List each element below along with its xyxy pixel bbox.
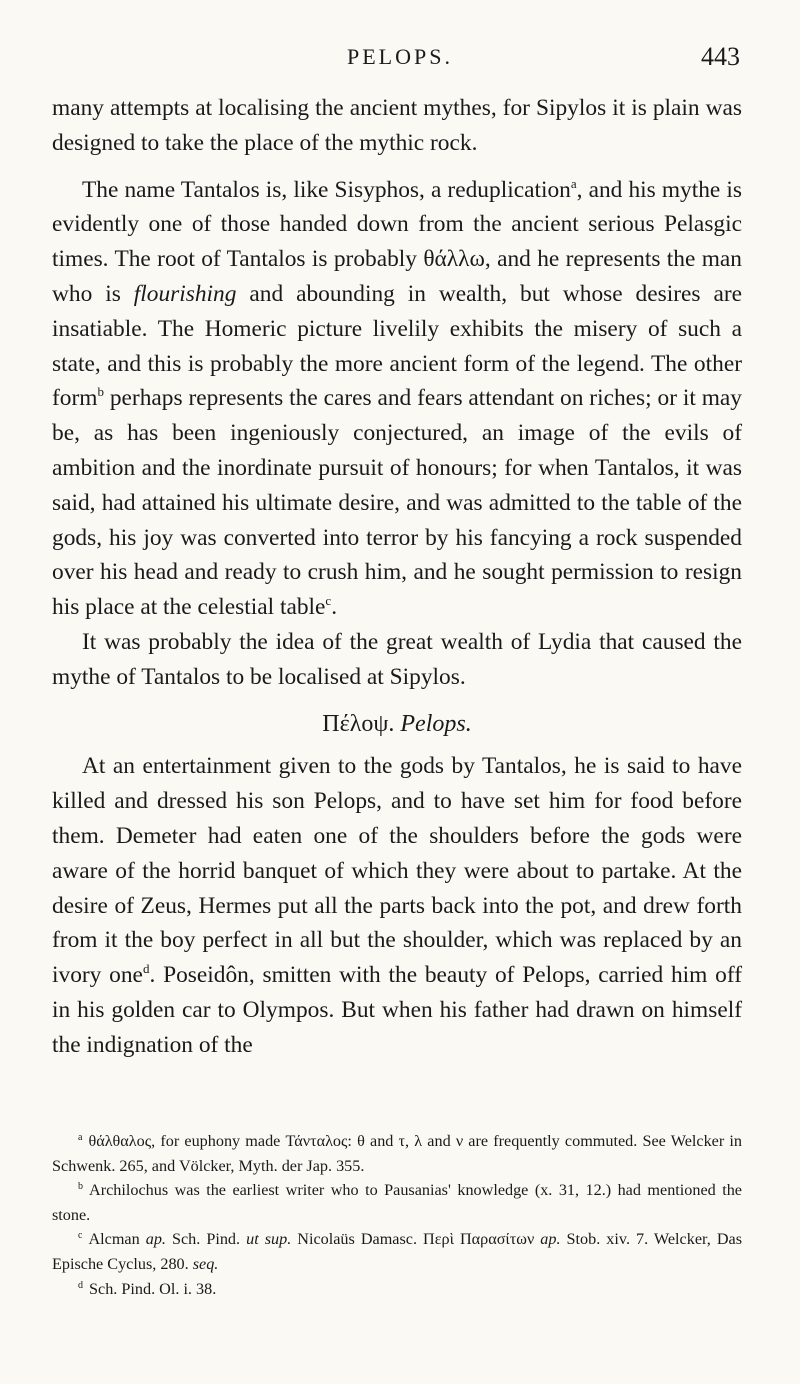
footnote-italic: ap. [145,1230,166,1249]
footnote-marker: c [78,1230,83,1242]
footnote-text: Alcman [88,1230,146,1249]
text-run: . Poseidôn, smitten with the beauty of Pelops, carried him off in his golden car to Olympos. But when his father had drawn on himself the indignation of the [52,962,742,1058]
text-run: At an entertainment given to the gods by Tantalos, he is said to have killed and dressed his son Pelops, and to have set him for food before them. Demeter had eaten one of the shoulders before the gods were aware of the horrid banquet of which they were about to partake. At the desire of Zeus, Hermes put all the parts back into the pot, and drew forth from it the boy perfect in all but the shoulder, which was replaced by an ivory one [52,753,742,989]
footnote-text: Sch. Pind. [165,1230,247,1249]
text-run: and abounding in wealth, but whose desires are insatiable. The Homeric picture livelily exhibits the misery of such a state, and this is probably the more ancient form of the legend. The other form [52,280,742,412]
text-run: , and his mythe is evidently one of those handed down from the ancient serious Pelasgic times. The root of Tantalos is probably θάλλω, and he represents the man who is [52,176,742,307]
heading-greek: Πέλοψ. [322,710,395,737]
text-run: The name Tantalos is, like Sisyphos, a reduplication [82,176,571,203]
paragraph-lydia: It was probably the idea of the great wealth of Lydia that caused the mythe of Tantalos to be localised at Sipylos. [52,628,742,690]
paragraph-continuation: many attempts at localising the ancient mythes, for Sipylos it is plain was designed to take the place of the mythic rock. [52,95,742,156]
section-heading-pelops [52,707,742,742]
footnote-text: θάλθαλος, for euphony made Τάνταλος: θ and τ, λ and ν are frequently commuted. See Welcker in Schwenk. 265, and Völcker, Myth. der Jap. 355. [52,1132,742,1175]
footnote-text: Archilochus was the earliest writer who to Pausanias' knowledge (x. 31, 12.) had mentioned the stone. [52,1181,742,1224]
paragraph-tantalos-name [52,173,742,625]
running-title: PELOPS. [347,44,453,69]
running-head [0,38,800,78]
footnote-a [52,1129,742,1178]
footnote-italic: ap. [540,1230,561,1249]
footnote-c [52,1227,742,1276]
footnote-marker: b [78,1181,83,1193]
body-text [52,91,742,1063]
footnote-d [52,1277,742,1302]
heading-latin: Pelops. [400,710,472,737]
footnote-text: Nicolaüs Damasc. Περὶ Παρασίτων [291,1230,541,1249]
footnote-text: Stob. xiv. 7. Welcker, Das Epische Cyclus, 280. [52,1230,742,1273]
footnote-marker: a [78,1132,83,1143]
footnotes [52,1129,742,1301]
footnote-ref-a: a [570,175,577,191]
footnote-ref-b: b [97,384,104,400]
footnote-b [52,1178,742,1227]
footnote-marker: d [78,1279,83,1291]
text-run: . [331,594,338,621]
footnote-text: Sch. Pind. Ol. i. 38. [89,1279,217,1298]
footnote-italic: seq. [192,1254,219,1273]
footnote-italic: ut sup. [246,1230,292,1249]
page-number: 443 [701,42,740,71]
text-run: perhaps represents the cares and fears attendant on riches; or it may be, as has been ingeniously conjectured, an image of the evils of ambition and the inordinate pursuit of honours; for when Tantalos, it was said, had attained his ultimate desire, and was admitted to the table of the gods, his joy was converted into terror by his fancying a rock suspended over his head and ready to crush him, and he sought permission to resign his place at the celestial table [52,385,742,621]
paragraph-pelops-banquet [52,749,742,1062]
footnote-ref-d: d [142,961,150,977]
emphasis-flourishing: flourishing [133,280,237,307]
footnote-ref-c: c [325,593,332,609]
